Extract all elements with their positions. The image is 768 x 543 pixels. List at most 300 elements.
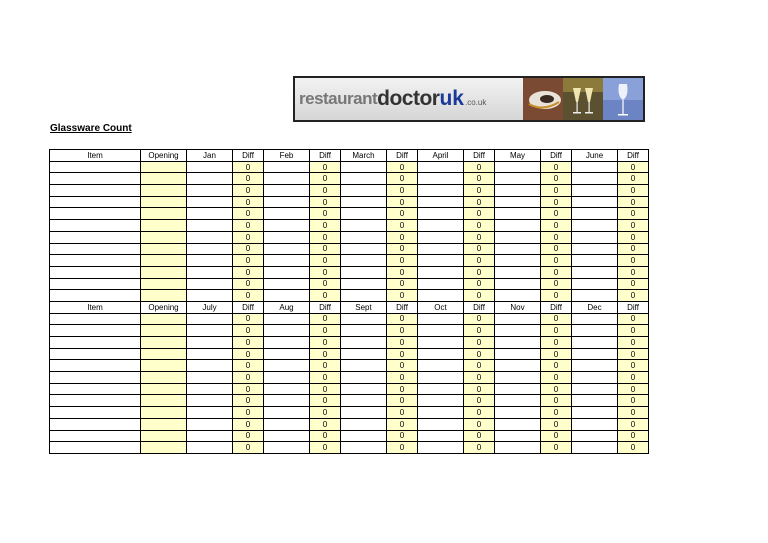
diff-cell: 0 (541, 255, 572, 267)
opening-cell[interactable] (141, 442, 187, 454)
table-row (50, 185, 649, 197)
restaurant-doctor-logo (293, 76, 645, 122)
item-cell[interactable] (50, 278, 141, 290)
month-count-cell[interactable] (187, 266, 233, 278)
opening-cell[interactable] (141, 418, 187, 430)
item-cell[interactable] (50, 383, 141, 395)
month-count-cell[interactable] (341, 395, 387, 407)
month-count-cell[interactable] (572, 173, 618, 185)
month-header: Sept (341, 301, 387, 313)
month-count-cell[interactable] (187, 442, 233, 454)
month-count-cell[interactable] (495, 325, 541, 337)
opening-cell[interactable] (141, 383, 187, 395)
glassware-count-table (49, 149, 649, 454)
diff-cell: 0 (541, 442, 572, 454)
month-header: Aug (264, 301, 310, 313)
month-count-cell[interactable] (418, 360, 464, 372)
month-count-cell[interactable] (264, 337, 310, 349)
opening-cell[interactable] (141, 348, 187, 360)
diff-cell: 0 (618, 418, 649, 430)
month-count-cell[interactable] (187, 243, 233, 255)
table-row (50, 372, 649, 384)
month-count-cell[interactable] (418, 243, 464, 255)
diff-cell: 0 (541, 290, 572, 302)
month-count-cell[interactable] (418, 395, 464, 407)
month-count-cell[interactable] (341, 243, 387, 255)
diff-cell: 0 (618, 372, 649, 384)
month-count-cell[interactable] (572, 255, 618, 267)
month-count-cell[interactable] (418, 325, 464, 337)
opening-header: Opening (141, 301, 187, 313)
month-count-cell[interactable] (264, 208, 310, 220)
month-count-cell[interactable] (418, 337, 464, 349)
month-count-cell[interactable] (264, 430, 310, 442)
diff-cell: 0 (310, 290, 341, 302)
month-count-cell[interactable] (264, 418, 310, 430)
diff-cell: 0 (310, 325, 341, 337)
diff-header: Diff (233, 150, 264, 162)
opening-cell[interactable] (141, 360, 187, 372)
table-row (50, 255, 649, 267)
diff-header: Diff (618, 301, 649, 313)
diff-cell: 0 (233, 266, 264, 278)
month-count-cell[interactable] (187, 278, 233, 290)
diff-cell: 0 (541, 407, 572, 419)
table-row (50, 360, 649, 372)
opening-cell[interactable] (141, 395, 187, 407)
diff-cell: 0 (387, 325, 418, 337)
month-count-cell[interactable] (187, 208, 233, 220)
diff-cell: 0 (233, 278, 264, 290)
diff-cell: 0 (464, 185, 495, 197)
diff-cell: 0 (541, 208, 572, 220)
month-count-cell[interactable] (495, 185, 541, 197)
diff-cell: 0 (310, 161, 341, 173)
month-count-cell[interactable] (187, 196, 233, 208)
opening-cell[interactable] (141, 325, 187, 337)
month-count-cell[interactable] (572, 290, 618, 302)
month-count-cell[interactable] (572, 243, 618, 255)
month-count-cell[interactable] (187, 383, 233, 395)
diff-cell: 0 (618, 196, 649, 208)
diff-cell: 0 (541, 220, 572, 232)
month-count-cell[interactable] (572, 372, 618, 384)
opening-cell[interactable] (141, 372, 187, 384)
month-count-cell[interactable] (572, 430, 618, 442)
month-count-cell[interactable] (495, 383, 541, 395)
month-count-cell[interactable] (418, 278, 464, 290)
month-count-cell[interactable] (341, 360, 387, 372)
item-cell[interactable] (50, 442, 141, 454)
diff-cell: 0 (464, 430, 495, 442)
month-count-cell[interactable] (264, 278, 310, 290)
month-count-cell[interactable] (264, 255, 310, 267)
table-row (50, 290, 649, 302)
month-count-cell[interactable] (341, 372, 387, 384)
diff-cell: 0 (387, 418, 418, 430)
item-cell[interactable] (50, 231, 141, 243)
month-count-cell[interactable] (264, 185, 310, 197)
month-count-cell[interactable] (418, 442, 464, 454)
month-count-cell[interactable] (341, 325, 387, 337)
month-count-cell[interactable] (495, 372, 541, 384)
table-row (50, 430, 649, 442)
diff-cell: 0 (464, 360, 495, 372)
month-count-cell[interactable] (418, 255, 464, 267)
month-count-cell[interactable] (187, 337, 233, 349)
diff-cell: 0 (387, 395, 418, 407)
opening-cell[interactable] (141, 161, 187, 173)
item-cell[interactable] (50, 255, 141, 267)
diff-cell: 0 (310, 442, 341, 454)
item-cell[interactable] (50, 395, 141, 407)
diff-cell: 0 (541, 430, 572, 442)
diff-cell: 0 (464, 196, 495, 208)
diff-cell: 0 (618, 208, 649, 220)
diff-header: Diff (541, 150, 572, 162)
month-count-cell[interactable] (187, 185, 233, 197)
item-cell[interactable] (50, 290, 141, 302)
table-row (50, 383, 649, 395)
month-count-cell[interactable] (572, 325, 618, 337)
month-count-cell[interactable] (341, 220, 387, 232)
diff-cell: 0 (233, 325, 264, 337)
month-count-cell[interactable] (418, 383, 464, 395)
month-count-cell[interactable] (572, 395, 618, 407)
item-cell[interactable] (50, 185, 141, 197)
opening-cell[interactable] (141, 243, 187, 255)
month-count-cell[interactable] (264, 325, 310, 337)
item-cell[interactable] (50, 407, 141, 419)
month-count-cell[interactable] (341, 266, 387, 278)
month-count-cell[interactable] (264, 395, 310, 407)
diff-cell: 0 (233, 360, 264, 372)
month-count-cell[interactable] (341, 231, 387, 243)
month-count-cell[interactable] (495, 278, 541, 290)
diff-cell: 0 (464, 348, 495, 360)
diff-cell: 0 (541, 383, 572, 395)
month-count-cell[interactable] (341, 407, 387, 419)
month-header: Dec (572, 301, 618, 313)
month-count-cell[interactable] (572, 418, 618, 430)
diff-cell: 0 (541, 243, 572, 255)
table-row (50, 313, 649, 325)
diff-cell: 0 (464, 395, 495, 407)
month-count-cell[interactable] (495, 220, 541, 232)
month-count-cell[interactable] (572, 266, 618, 278)
month-count-cell[interactable] (264, 348, 310, 360)
item-cell[interactable] (50, 430, 141, 442)
diff-cell: 0 (233, 430, 264, 442)
item-cell[interactable] (50, 196, 141, 208)
month-header: Feb (264, 150, 310, 162)
diff-cell: 0 (618, 185, 649, 197)
month-count-cell[interactable] (495, 430, 541, 442)
diff-cell: 0 (541, 173, 572, 185)
diff-cell: 0 (310, 220, 341, 232)
table-row (50, 161, 649, 173)
item-cell[interactable] (50, 161, 141, 173)
month-count-cell[interactable] (495, 231, 541, 243)
month-count-cell[interactable] (572, 185, 618, 197)
month-count-cell[interactable] (187, 348, 233, 360)
month-count-cell[interactable] (495, 348, 541, 360)
diff-cell: 0 (387, 372, 418, 384)
month-count-cell[interactable] (495, 161, 541, 173)
month-count-cell[interactable] (187, 407, 233, 419)
diff-cell: 0 (233, 418, 264, 430)
month-count-cell[interactable] (495, 418, 541, 430)
month-header: March (341, 150, 387, 162)
opening-cell[interactable] (141, 430, 187, 442)
month-count-cell[interactable] (187, 325, 233, 337)
diff-cell: 0 (464, 325, 495, 337)
item-cell[interactable] (50, 173, 141, 185)
month-count-cell[interactable] (264, 372, 310, 384)
opening-cell[interactable] (141, 196, 187, 208)
table-row (50, 325, 649, 337)
month-count-cell[interactable] (495, 337, 541, 349)
diff-cell: 0 (464, 442, 495, 454)
month-count-cell[interactable] (187, 418, 233, 430)
opening-cell[interactable] (141, 278, 187, 290)
diff-cell: 0 (233, 290, 264, 302)
item-cell[interactable] (50, 266, 141, 278)
item-cell[interactable] (50, 337, 141, 349)
diff-cell: 0 (233, 383, 264, 395)
month-count-cell[interactable] (264, 442, 310, 454)
month-count-cell[interactable] (341, 255, 387, 267)
month-count-cell[interactable] (572, 442, 618, 454)
table-row (50, 173, 649, 185)
diff-cell: 0 (233, 173, 264, 185)
opening-cell[interactable] (141, 255, 187, 267)
diff-cell: 0 (618, 442, 649, 454)
opening-header: Opening (141, 150, 187, 162)
diff-cell: 0 (233, 407, 264, 419)
diff-cell: 0 (618, 220, 649, 232)
month-count-cell[interactable] (341, 290, 387, 302)
diff-cell: 0 (233, 442, 264, 454)
item-cell[interactable] (50, 208, 141, 220)
diff-cell: 0 (541, 231, 572, 243)
item-cell[interactable] (50, 243, 141, 255)
month-count-cell[interactable] (572, 348, 618, 360)
diff-cell: 0 (464, 220, 495, 232)
diff-cell: 0 (310, 208, 341, 220)
diff-cell: 0 (464, 243, 495, 255)
month-count-cell[interactable] (495, 407, 541, 419)
table-row (50, 407, 649, 419)
month-count-cell[interactable] (495, 255, 541, 267)
sheet-title: Glassware Count (50, 123, 132, 134)
table-row (50, 220, 649, 232)
diff-cell: 0 (541, 278, 572, 290)
item-cell[interactable] (50, 220, 141, 232)
month-count-cell[interactable] (495, 196, 541, 208)
month-count-cell[interactable] (572, 278, 618, 290)
month-count-cell[interactable] (341, 208, 387, 220)
diff-cell: 0 (387, 220, 418, 232)
month-count-cell[interactable] (264, 243, 310, 255)
item-cell[interactable] (50, 418, 141, 430)
month-count-cell[interactable] (495, 395, 541, 407)
month-count-cell[interactable] (418, 348, 464, 360)
diff-cell: 0 (464, 337, 495, 349)
month-count-cell[interactable] (341, 278, 387, 290)
opening-cell[interactable] (141, 185, 187, 197)
opening-cell[interactable] (141, 266, 187, 278)
table-row (50, 266, 649, 278)
month-count-cell[interactable] (495, 442, 541, 454)
month-count-cell[interactable] (418, 430, 464, 442)
month-count-cell[interactable] (418, 266, 464, 278)
month-count-cell[interactable] (341, 185, 387, 197)
month-count-cell[interactable] (264, 220, 310, 232)
month-count-cell[interactable] (264, 360, 310, 372)
opening-cell[interactable] (141, 407, 187, 419)
diff-cell: 0 (541, 313, 572, 325)
month-count-cell[interactable] (341, 430, 387, 442)
diff-cell: 0 (310, 337, 341, 349)
month-count-cell[interactable] (495, 173, 541, 185)
month-count-cell[interactable] (572, 407, 618, 419)
diff-cell: 0 (233, 231, 264, 243)
diff-cell: 0 (464, 208, 495, 220)
month-count-cell[interactable] (187, 313, 233, 325)
month-count-cell[interactable] (418, 220, 464, 232)
opening-cell[interactable] (141, 173, 187, 185)
month-count-cell[interactable] (264, 290, 310, 302)
month-count-cell[interactable] (418, 173, 464, 185)
month-count-cell[interactable] (341, 313, 387, 325)
opening-cell[interactable] (141, 231, 187, 243)
opening-cell[interactable] (141, 208, 187, 220)
month-count-cell[interactable] (264, 231, 310, 243)
month-count-cell[interactable] (264, 173, 310, 185)
month-header: Nov (495, 301, 541, 313)
diff-cell: 0 (464, 278, 495, 290)
item-cell[interactable] (50, 313, 141, 325)
diff-cell: 0 (618, 243, 649, 255)
diff-cell: 0 (233, 372, 264, 384)
month-count-cell[interactable] (495, 290, 541, 302)
month-count-cell[interactable] (264, 383, 310, 395)
month-count-cell[interactable] (341, 337, 387, 349)
opening-cell[interactable] (141, 290, 187, 302)
month-count-cell[interactable] (418, 208, 464, 220)
item-cell[interactable] (50, 360, 141, 372)
diff-cell: 0 (541, 266, 572, 278)
month-count-cell[interactable] (418, 407, 464, 419)
month-count-cell[interactable] (187, 161, 233, 173)
month-count-cell[interactable] (495, 360, 541, 372)
opening-cell[interactable] (141, 337, 187, 349)
diff-cell: 0 (464, 383, 495, 395)
month-count-cell[interactable] (495, 243, 541, 255)
month-count-cell[interactable] (187, 255, 233, 267)
month-count-cell[interactable] (572, 220, 618, 232)
month-count-cell[interactable] (418, 231, 464, 243)
month-count-cell[interactable] (187, 231, 233, 243)
month-count-cell[interactable] (264, 196, 310, 208)
month-count-cell[interactable] (495, 266, 541, 278)
month-count-cell[interactable] (572, 161, 618, 173)
table-row (50, 418, 649, 430)
month-count-cell[interactable] (187, 173, 233, 185)
month-count-cell[interactable] (264, 407, 310, 419)
month-count-cell[interactable] (341, 348, 387, 360)
opening-cell[interactable] (141, 313, 187, 325)
month-count-cell[interactable] (572, 208, 618, 220)
month-count-cell[interactable] (572, 383, 618, 395)
month-count-cell[interactable] (187, 372, 233, 384)
month-count-cell[interactable] (341, 383, 387, 395)
month-count-cell[interactable] (341, 161, 387, 173)
month-count-cell[interactable] (264, 266, 310, 278)
month-count-cell[interactable] (572, 360, 618, 372)
month-count-cell[interactable] (572, 313, 618, 325)
diff-cell: 0 (233, 185, 264, 197)
month-count-cell[interactable] (495, 313, 541, 325)
diff-cell: 0 (618, 266, 649, 278)
month-count-cell[interactable] (341, 196, 387, 208)
month-count-cell[interactable] (418, 313, 464, 325)
item-cell[interactable] (50, 372, 141, 384)
diff-cell: 0 (618, 337, 649, 349)
item-cell[interactable] (50, 348, 141, 360)
month-count-cell[interactable] (418, 290, 464, 302)
month-count-cell[interactable] (187, 395, 233, 407)
diff-cell: 0 (464, 418, 495, 430)
month-count-cell[interactable] (341, 173, 387, 185)
month-count-cell[interactable] (264, 313, 310, 325)
month-count-cell[interactable] (572, 231, 618, 243)
month-header: Oct (418, 301, 464, 313)
diff-cell: 0 (310, 185, 341, 197)
diff-cell: 0 (464, 231, 495, 243)
diff-cell: 0 (618, 430, 649, 442)
month-count-cell[interactable] (418, 418, 464, 430)
diff-cell: 0 (387, 430, 418, 442)
month-count-cell[interactable] (418, 185, 464, 197)
month-count-cell[interactable] (572, 196, 618, 208)
diff-cell: 0 (541, 337, 572, 349)
month-count-cell[interactable] (418, 196, 464, 208)
month-count-cell[interactable] (495, 208, 541, 220)
month-count-cell[interactable] (187, 220, 233, 232)
month-count-cell[interactable] (187, 290, 233, 302)
month-count-cell[interactable] (187, 430, 233, 442)
month-count-cell[interactable] (418, 372, 464, 384)
diff-cell: 0 (618, 255, 649, 267)
diff-cell: 0 (618, 325, 649, 337)
diff-header: Diff (310, 150, 341, 162)
month-count-cell[interactable] (572, 337, 618, 349)
month-count-cell[interactable] (341, 418, 387, 430)
diff-cell: 0 (618, 360, 649, 372)
diff-cell: 0 (387, 313, 418, 325)
diff-cell: 0 (541, 418, 572, 430)
month-count-cell[interactable] (264, 161, 310, 173)
diff-cell: 0 (387, 348, 418, 360)
month-count-cell[interactable] (418, 161, 464, 173)
month-count-cell[interactable] (341, 442, 387, 454)
item-cell[interactable] (50, 325, 141, 337)
diff-cell: 0 (387, 290, 418, 302)
month-count-cell[interactable] (187, 360, 233, 372)
opening-cell[interactable] (141, 220, 187, 232)
